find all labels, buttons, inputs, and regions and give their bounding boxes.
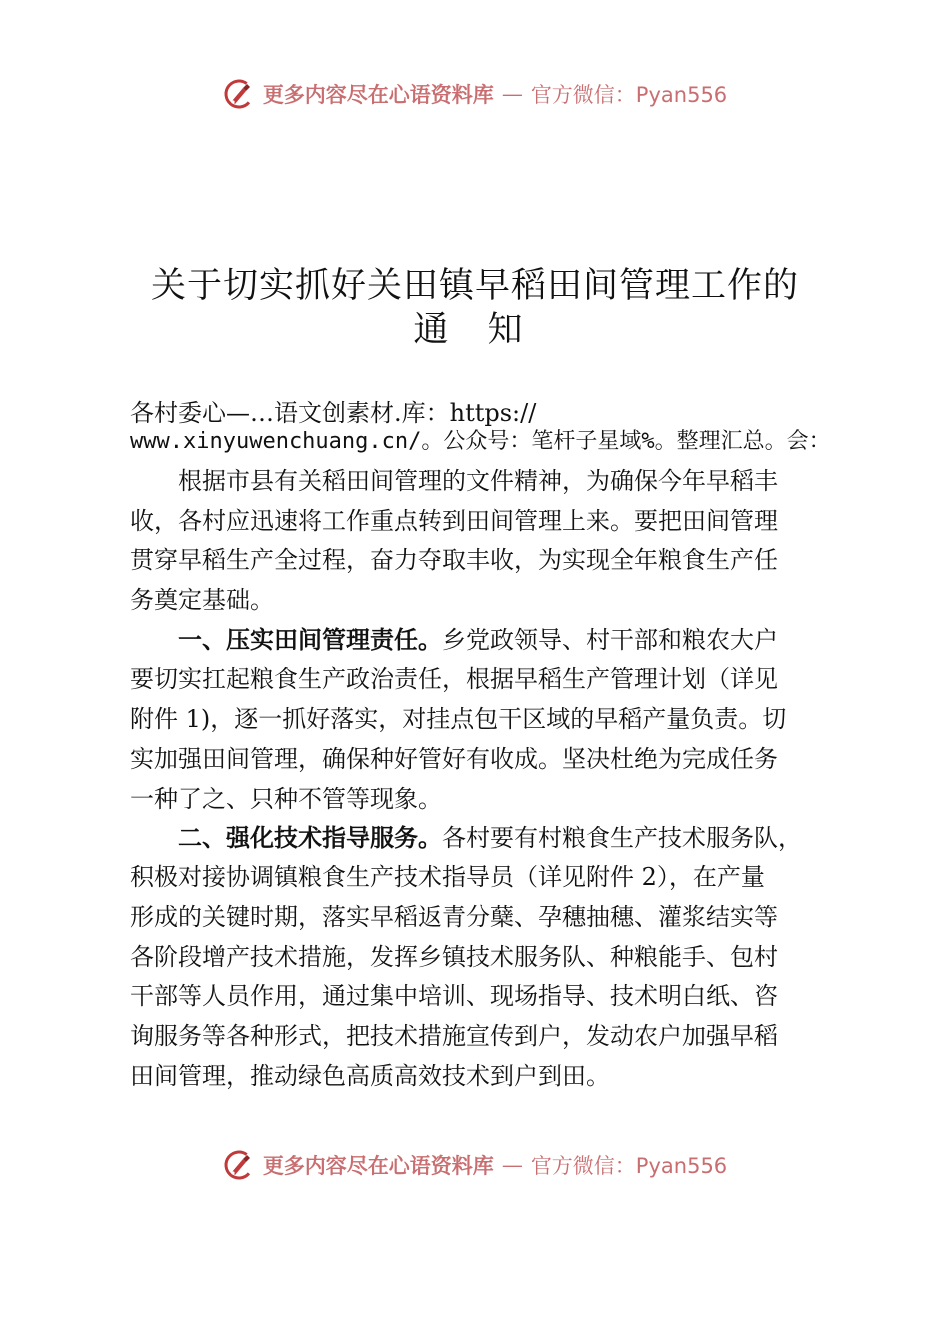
section1-line: 实加强田间管理，确保种好管好有收成。坚决杜绝为完成任务 — [130, 745, 778, 773]
banner-library-text: 更多内容尽在心语资料库 — [262, 1153, 494, 1178]
section1-first-line — [178, 625, 778, 655]
section2-line: 干部等人员作用，通过集中培训、现场指导、技术明白纸、咨 — [130, 982, 778, 1010]
section2-first-rest: 各村要有村粮食生产技术服务队， — [442, 824, 802, 852]
banner-wechat-text: 官方微信：Pyan556 — [530, 83, 728, 107]
pen-logo-icon — [223, 1149, 255, 1181]
banner-separator: — — [501, 82, 523, 106]
document-title-line1: 关于切实抓好关田镇早稻田间管理工作的 — [150, 266, 799, 306]
section1-first-rest: 乡党政领导、村干部和粮农大户 — [442, 626, 778, 654]
banner-wechat-text: 官方微信：Pyan556 — [530, 1154, 728, 1178]
pen-logo-icon — [223, 78, 255, 110]
section1-line: 附件 1)，逐一抓好落实，对挂点包干区域的早稻产量负责。切 — [130, 705, 787, 733]
section1-heading: 一、压实田间管理责任。 — [178, 626, 442, 654]
document-title-line2: 通 知 — [413, 310, 537, 350]
section1-line: 要切实扛起粮食生产政治责任，根据早稻生产管理计划（详见 — [130, 665, 778, 693]
banner-separator: — — [501, 1153, 523, 1177]
intro-line: 根据市县有关稻田间管理的文件精神，为确保今年早稻丰 — [178, 467, 778, 495]
section2-line: 积极对接协调镇粮食生产技术指导员（详见附件 2），在产量 — [130, 863, 765, 891]
banner-library-text: 更多内容尽在心语资料库 — [262, 82, 494, 107]
header-banner — [0, 74, 950, 114]
section2-line: 询服务等各种形式，把技术措施宣传到户，发动农户加强早稻 — [130, 1022, 778, 1050]
section2-heading: 二、强化技术指导服务。 — [178, 824, 442, 852]
footer-banner — [0, 1145, 950, 1185]
salutation-line1: 各村委心—…语文创素材.库：https:// — [130, 399, 537, 427]
section1-line: 一种了之、只种不管等现象。 — [130, 785, 442, 813]
intro-line: 收，各村应迅速将工作重点转到田间管理上来。要把田间管理 — [130, 507, 778, 535]
section2-line: 田间管理，推动绿色高质高效技术到户到田。 — [130, 1062, 610, 1090]
intro-line: 贯穿早稻生产全过程，奋力夺取丰收，为实现全年粮食生产任 — [130, 546, 778, 574]
section2-first-line — [178, 823, 802, 853]
salutation-line2: www.xinyuwenchuang.cn/。公众号：笔杆子星域%。整理汇总。会： — [130, 429, 831, 454]
intro-line: 务奠定基础。 — [130, 586, 274, 614]
section2-line: 形成的关键时期，落实早稻返青分蘖、孕穗抽穗、灌浆结实等 — [130, 903, 778, 931]
section2-line: 各阶段增产技术措施，发挥乡镇技术服务队、种粮能手、包村 — [130, 943, 778, 971]
